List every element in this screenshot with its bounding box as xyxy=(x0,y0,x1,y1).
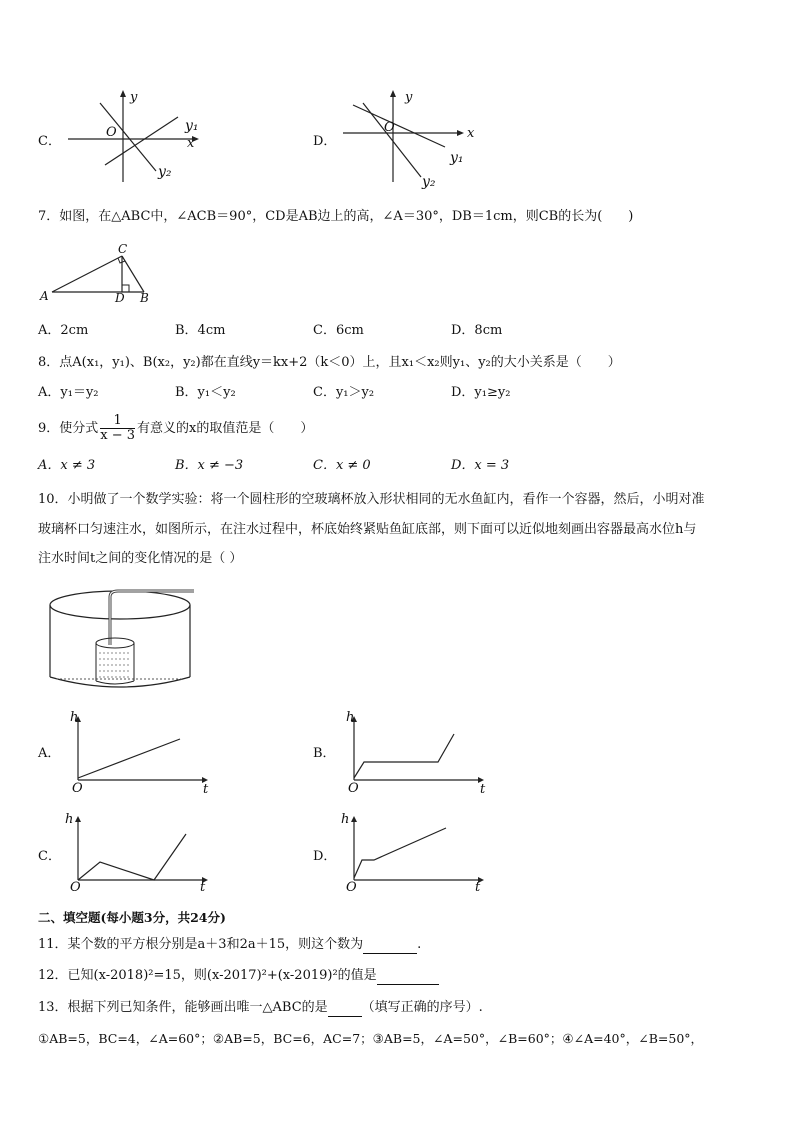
d-line2-label: y₂ xyxy=(422,174,436,190)
d-y-axis-label: y xyxy=(405,90,413,105)
q10-line2: 玻璃杯口匀速注水，如图所示，在注水过程中，杯底始终紧贴鱼缸底部，则下面可以近似地刻画出容器最高水位h与 xyxy=(38,522,697,537)
q13-line2: ①AB=5，BC=4，∠A=60°；②AB=5，BC=6，AC=7；③AB=5，∠A=50°，∠B=60°；④∠A=40°，∠B=50°， xyxy=(38,1031,704,1046)
q7-option-b[interactable]: B．4cm xyxy=(175,323,226,338)
q9-stem xyxy=(38,412,313,446)
q7-point-b: B xyxy=(140,291,149,305)
q13-text: 13．根据下列已知条件，能够画出唯一△ABC的是 xyxy=(38,1000,328,1015)
q10-graph-d xyxy=(338,812,488,894)
d-origin-label: O xyxy=(384,120,395,135)
q7-point-a: A xyxy=(40,289,49,303)
q11-line xyxy=(38,936,421,954)
q8-option-b[interactable]: B．y₁＜y₂ xyxy=(175,385,236,400)
q10-option-c-label[interactable]: C． xyxy=(38,849,61,864)
graph-a-t: t xyxy=(203,782,209,797)
d-line1-label: y₁ xyxy=(450,150,464,166)
c-x-axis-label: x xyxy=(187,136,195,151)
q13-answer-blank[interactable] xyxy=(328,1016,362,1017)
q9-frac-den: x − 3 xyxy=(100,428,136,443)
q10-option-d-label[interactable]: D． xyxy=(313,849,337,864)
q13-line1 xyxy=(38,999,483,1017)
graph-d-t: t xyxy=(475,880,481,895)
q11-text: 11．某个数的平方根分别是a＋3和2a＋15，则这个数为 xyxy=(38,937,364,952)
q8-stem: 8．点A(x₁，y₁)、B(x₂，y₂)都在直线y＝kx+2（k＜0）上，且x₁＜x₂则y₁、y₂的大小关系是（ ） xyxy=(38,355,621,370)
q13-end: （填写正确的序号）. xyxy=(361,1000,483,1015)
section2-title: 二、填空题(每小题3分，共24分) xyxy=(38,910,226,925)
q8-option-c[interactable]: C．y₁＞y₂ xyxy=(313,385,375,400)
q7-point-d: D xyxy=(115,291,125,305)
q9-fraction xyxy=(100,414,135,443)
graph-d-h: h xyxy=(341,812,350,827)
q10-option-b-label[interactable]: B． xyxy=(313,746,336,761)
q10-option-a-label[interactable]: A． xyxy=(38,746,61,761)
graph-d-o: O xyxy=(346,880,357,895)
c-origin-label: O xyxy=(106,125,117,140)
q7-point-c: C xyxy=(118,242,128,256)
q9-frac-num: 1 xyxy=(100,414,135,429)
q10-fish-tank-figure xyxy=(44,585,204,695)
q11-end: . xyxy=(417,937,422,952)
graph-b-h: h xyxy=(346,710,355,725)
q10-graph-a xyxy=(62,712,212,794)
d-x-axis-label: x xyxy=(467,126,475,141)
graph-a-o: O xyxy=(72,781,83,796)
q12-answer-blank[interactable] xyxy=(377,984,439,985)
c-line2-label: y₂ xyxy=(158,164,172,180)
q7-stem: 7．如图，在△ABC中，∠ACB＝90°，CD是AB边上的高，∠A＝30°，DB＝1cm，则CB的长为( ) xyxy=(38,209,634,224)
graph-c-o: O xyxy=(70,880,81,895)
option-d-label: D． xyxy=(313,134,337,149)
q12-text: 12．已知(x-2018)²=15，则(x-2017)²+(x-2019)²的值是 xyxy=(38,968,377,983)
q7-option-c[interactable]: C．6cm xyxy=(313,323,364,338)
graph-b-t: t xyxy=(480,782,486,797)
graph-c-h: h xyxy=(65,812,74,827)
c-y-axis-label: y xyxy=(130,90,138,105)
c-line1-label: y₁ xyxy=(185,118,199,134)
q10-graph-c xyxy=(62,812,212,894)
graph-a-h: h xyxy=(70,710,79,725)
q9-option-c[interactable]: C．x ≠ 0 xyxy=(313,458,371,473)
q7-option-d[interactable]: D．8cm xyxy=(451,323,503,338)
q10-graph-b xyxy=(338,712,488,794)
q9-prefix: 9．使分式 xyxy=(38,421,99,436)
q10-line1: 10．小明做了一个数学实验：将一个圆柱形的空玻璃杯放入形状相同的无水鱼缸内，看作一个容器，然后，小明对准 xyxy=(38,492,705,507)
graph-c-t: t xyxy=(200,880,206,895)
q9-option-d[interactable]: D．x = 3 xyxy=(451,458,510,473)
q11-answer-blank[interactable] xyxy=(363,953,417,954)
option-c-label: C． xyxy=(38,134,61,149)
q10-line3: 注水时间t之间的变化情况的是（ ） xyxy=(38,551,243,566)
graph-b-o: O xyxy=(348,781,359,796)
q8-option-a[interactable]: A．y₁＝y₂ xyxy=(38,385,99,400)
q8-option-d[interactable]: D．y₁≥y₂ xyxy=(451,385,511,400)
q7-option-a[interactable]: A．2cm xyxy=(38,323,89,338)
q9-suffix: 有意义的x的取值范是（ ） xyxy=(137,421,314,436)
q9-option-b[interactable]: B．x ≠ −3 xyxy=(175,458,244,473)
q9-option-a[interactable]: A．x ≠ 3 xyxy=(38,458,96,473)
q12-line xyxy=(38,967,439,985)
